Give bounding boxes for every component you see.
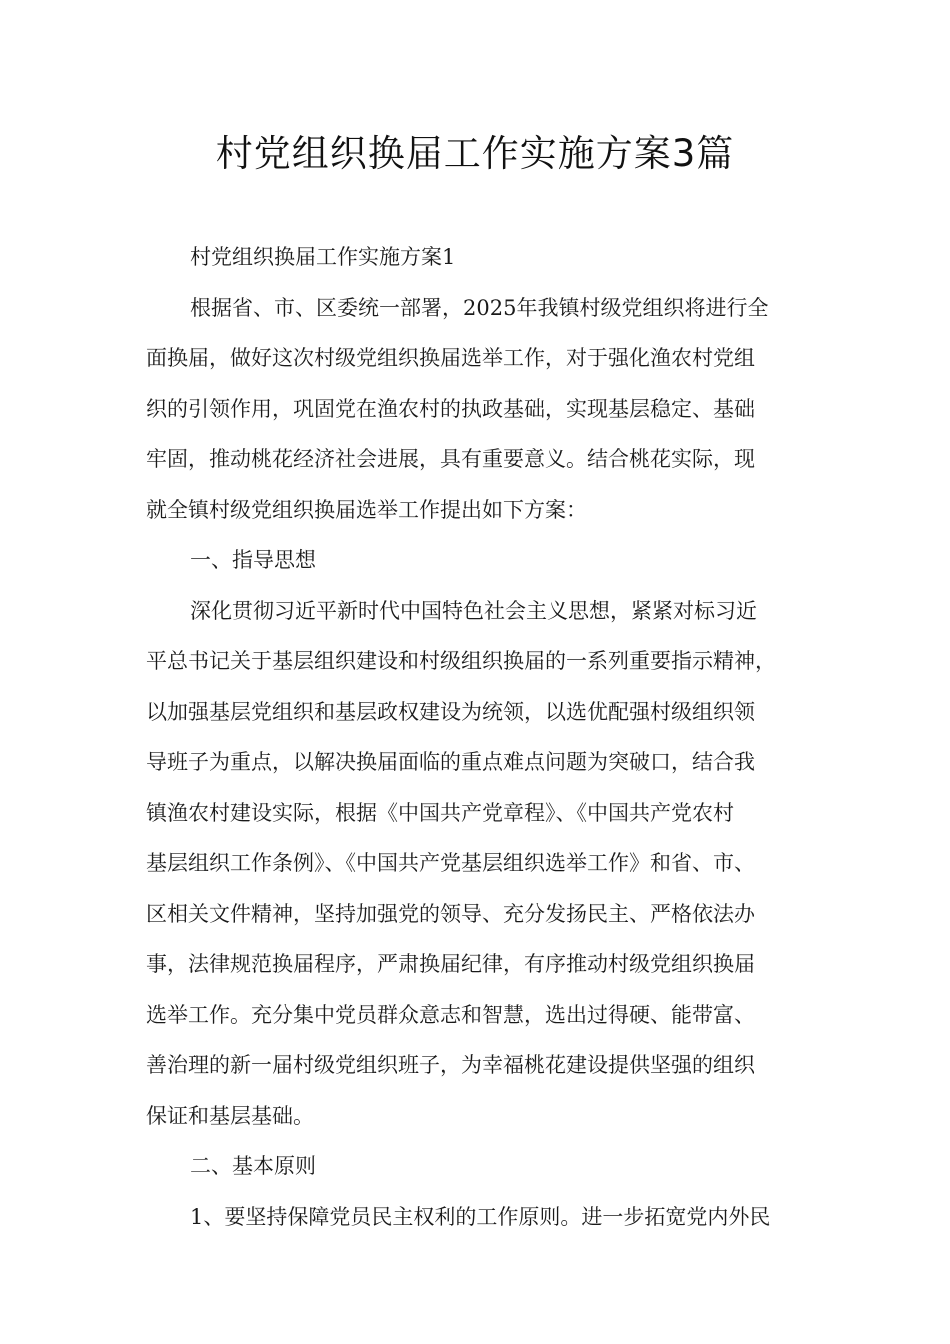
text-line: 善治理的新一届村级党组织班子，为幸福桃花建设提供坚强的组织 (146, 1053, 755, 1077)
document-title: 村党组织换届工作实施方案3篇 (215, 132, 735, 175)
text-line: 根据省、市、区委统一部署，2025年我镇村级党组织将进行全 (190, 295, 769, 320)
section-heading (146, 232, 810, 283)
section-heading (146, 1141, 810, 1192)
text-line: 以加强基层党组织和基层政权建设为统领，以选优配强村级组织领 (146, 699, 755, 724)
text-line: 平总书记关于基层组织建设和村级组织换届的一系列重要指示精神， (146, 649, 776, 673)
text-line: 导班子为重点，以解决换届面临的重点难点问题为突破口，结合我 (146, 750, 755, 774)
document-body (146, 232, 810, 1242)
text-line: 深化贯彻习近平新时代中国特色社会主义思想，紧紧对标习近 (190, 598, 757, 623)
text-line: 牢固，推动桃花经济社会进展，具有重要意义。结合桃花实际，现 (146, 447, 755, 471)
text-line: 保证和基层基础。 (146, 1103, 314, 1128)
text-line: 织的引领作用，巩固党在渔农村的执政基础，实现基层稳定、基础 (146, 396, 755, 421)
text-line: 区相关文件精神，坚持加强党的领导、充分发扬民主、严格依法办 (146, 901, 755, 926)
text-line: 面换届，做好这次村级党组织换届选举工作，对于强化渔农村党组 (146, 346, 755, 370)
paragraph (146, 283, 810, 536)
text-line: 村党组织换届工作实施方案1 (190, 245, 456, 269)
text-line: 基层组织工作条例》、《中国共产党基层组织选举工作》和省、市、 (146, 851, 755, 875)
text-line: 事，法律规范换届程序，严肃换届纪律，有序推动村级党组织换届 (146, 952, 755, 976)
paragraph (146, 1192, 810, 1243)
text-line: 选举工作。充分集中党员群众意志和智慧，选出过得硬、能带富、 (146, 1002, 755, 1027)
section-heading (146, 535, 810, 586)
paragraph (146, 586, 810, 1142)
text-line: 1、要坚持保障党员民主权利的工作原则。进一步拓宽党内外民 (190, 1204, 771, 1229)
text-line: 一、指导思想 (190, 548, 316, 572)
text-line: 二、基本原则 (190, 1154, 316, 1178)
text-line: 镇渔农村建设实际，根据《中国共产党章程》、《中国共产党农村 (146, 800, 734, 825)
text-line: 就全镇村级党组织换届选举工作提出如下方案： (146, 497, 587, 522)
